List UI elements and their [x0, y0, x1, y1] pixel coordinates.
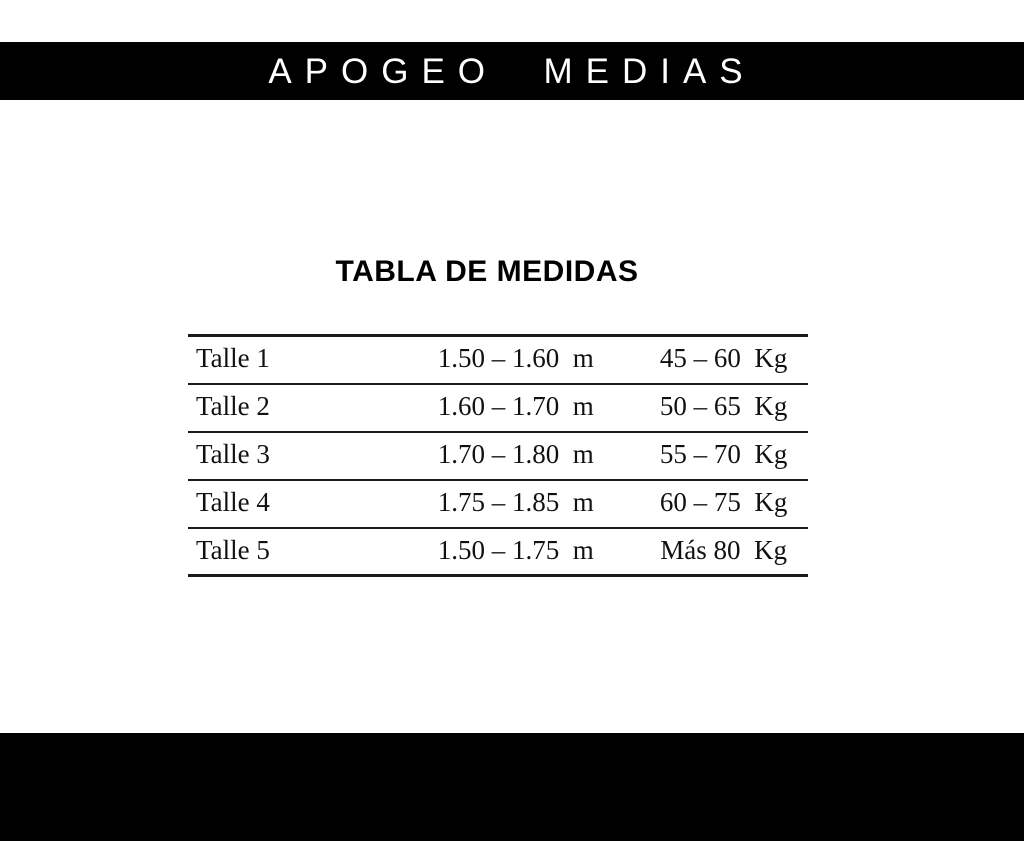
cell-size: Talle 1 — [188, 336, 392, 384]
bottom-banner — [0, 733, 1024, 841]
cell-height: 1.50 – 1.60 m — [392, 336, 639, 384]
top-brand-banner — [0, 42, 1024, 100]
cell-size: Talle 4 — [188, 480, 392, 528]
brand-title: APOGEO MEDIAS — [268, 51, 756, 91]
table-row — [188, 336, 808, 384]
cell-height: 1.75 – 1.85 m — [392, 480, 639, 528]
cell-height: 1.60 – 1.70 m — [392, 384, 639, 432]
cell-weight: 50 – 65 Kg — [639, 384, 808, 432]
table-title-text: TABLA DE MEDIDAS — [335, 255, 639, 288]
content-area — [0, 100, 1024, 733]
table-row — [188, 528, 808, 576]
cell-height: 1.70 – 1.80 m — [392, 432, 639, 480]
cell-size: Talle 2 — [188, 384, 392, 432]
size-table — [188, 334, 808, 577]
table-title — [0, 255, 1024, 289]
cell-size: Talle 5 — [188, 528, 392, 576]
cell-weight: 55 – 70 Kg — [639, 432, 808, 480]
cell-weight: Más 80 Kg — [639, 528, 808, 576]
table-row — [188, 432, 808, 480]
table-row — [188, 384, 808, 432]
cell-weight: 60 – 75 Kg — [639, 480, 808, 528]
cell-weight: 45 – 60 Kg — [639, 336, 808, 384]
cell-height: 1.50 – 1.75 m — [392, 528, 639, 576]
cell-size: Talle 3 — [188, 432, 392, 480]
table-row — [188, 480, 808, 528]
